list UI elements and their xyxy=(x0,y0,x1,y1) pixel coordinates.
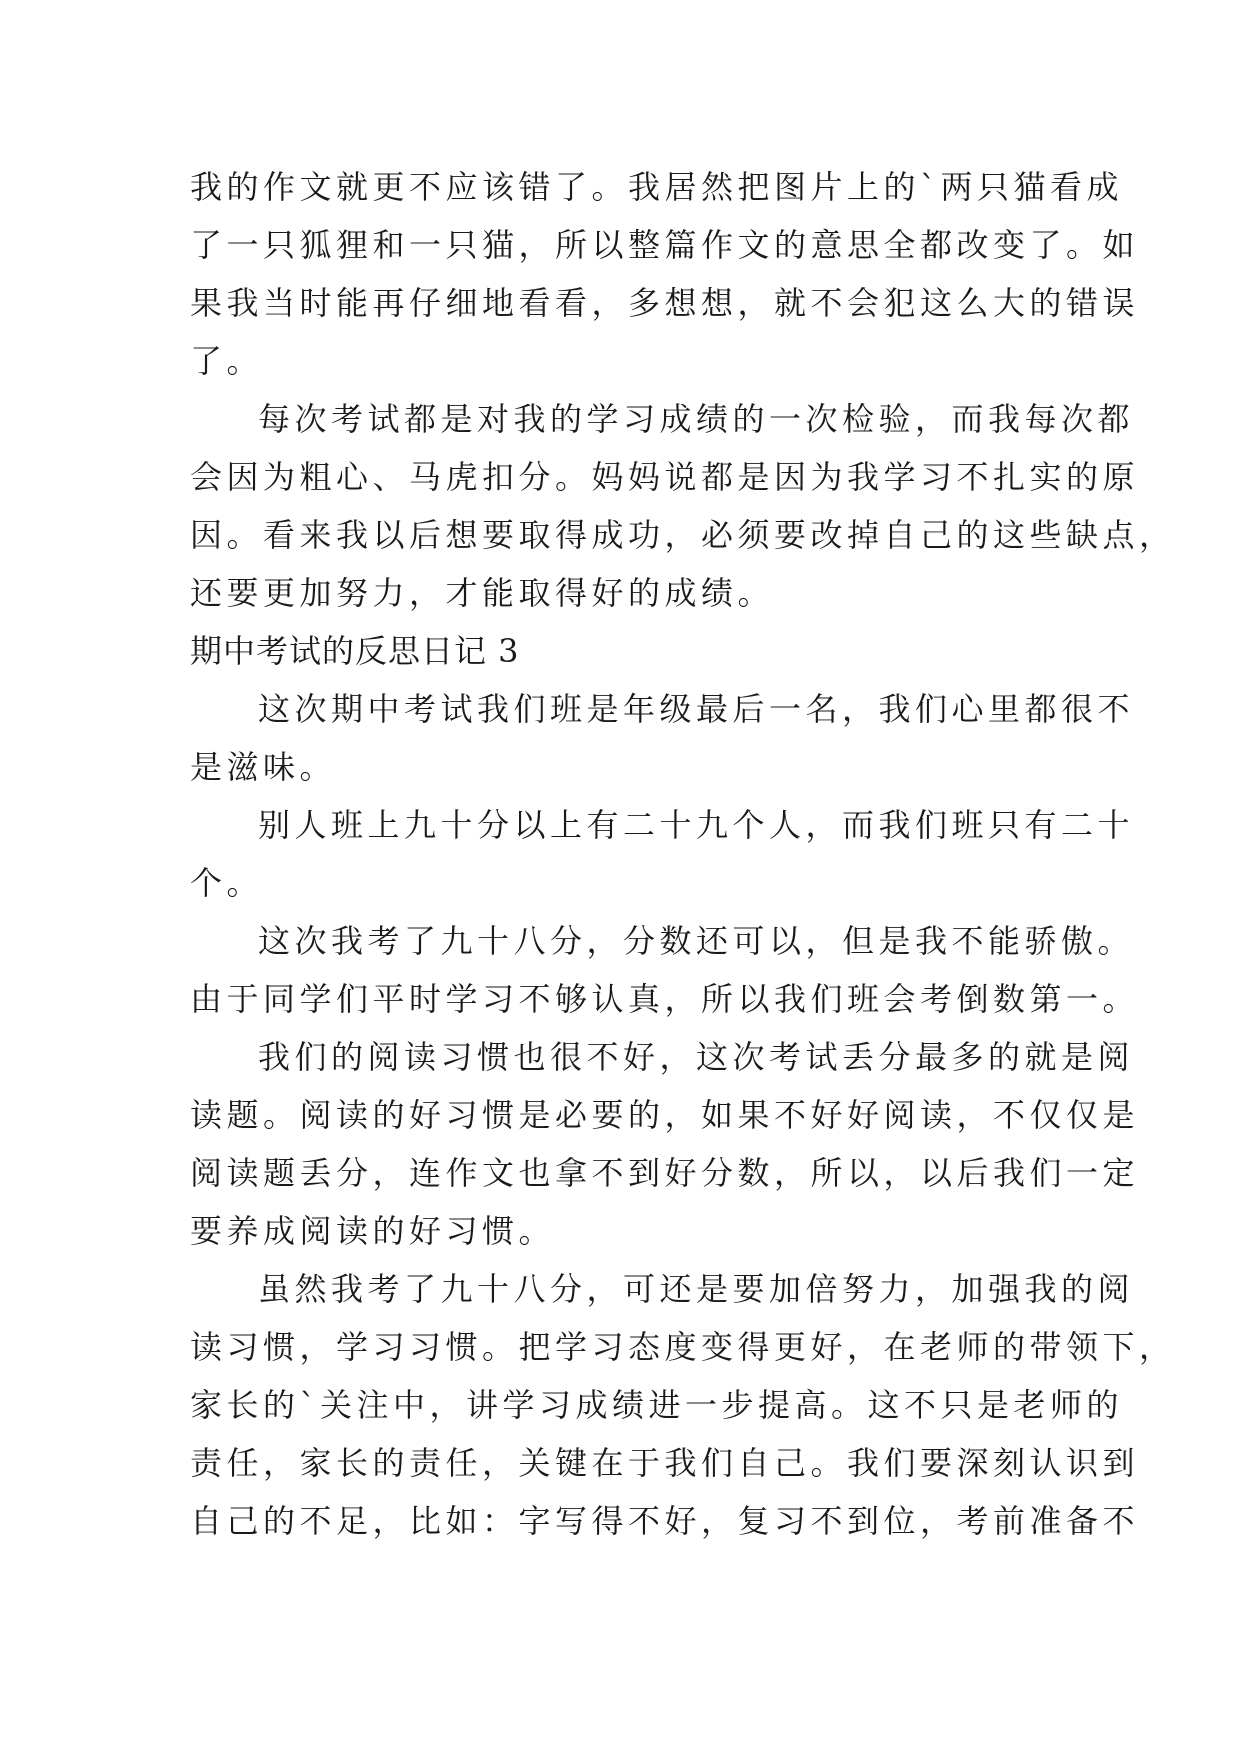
text-line: 读题。阅读的好习惯是必要的，如果不好好阅读，不仅仅是 xyxy=(190,1096,1140,1134)
text-line: 这次期中考试我们班是年级最后一名，我们心里都很不 xyxy=(258,690,1135,728)
text-line: 果我当时能再仔细地看看，多想想，就不会犯这么大的错误 xyxy=(190,284,1140,322)
text-line: 每次考试都是对我的学习成绩的一次检验，而我每次都 xyxy=(258,400,1135,438)
text-line: 自己的不足，比如：字写得不好，复习不到位，考前准备不 xyxy=(190,1502,1140,1540)
text-line: 家长的`关注中，讲学习成绩进一步提高。这不只是老师的 xyxy=(190,1386,1124,1424)
text-line: 阅读题丢分，连作文也拿不到好分数，所以，以后我们一定 xyxy=(190,1154,1140,1192)
paragraph-last-place xyxy=(190,680,1135,796)
paragraph-score-comparison xyxy=(190,796,1135,912)
paragraph-exam-reflection xyxy=(190,390,1176,622)
text-line: 了。 xyxy=(190,342,264,380)
paragraph-cat-essay xyxy=(190,158,1140,390)
text-line: 责任，家长的责任，关键在于我们自己。我们要深刻认识到 xyxy=(190,1444,1140,1482)
text-line: 还要更加努力，才能取得好的成绩。 xyxy=(190,574,775,612)
text-line: 我的作文就更不应该错了。我居然把图片上的`两只猫看成 xyxy=(190,168,1124,206)
text-line: 读习惯，学习习惯。把学习态度变得更好，在老师的带领下， xyxy=(190,1328,1176,1366)
heading-text: 期中考试的反思日记 3 xyxy=(190,632,520,670)
text-line: 个。 xyxy=(190,864,264,902)
document-page xyxy=(190,158,1176,1550)
text-line: 要养成阅读的好习惯。 xyxy=(190,1212,556,1250)
paragraph-my-score xyxy=(190,912,1140,1028)
section-heading xyxy=(190,622,1054,680)
text-line: 别人班上九十分以上有二十九个人，而我们班只有二十 xyxy=(258,806,1135,844)
paragraph-effort xyxy=(190,1260,1176,1550)
text-line: 这次我考了九十八分，分数还可以，但是我不能骄傲。 xyxy=(258,922,1135,960)
text-line: 了一只狐狸和一只猫，所以整篇作文的意思全都改变了。如 xyxy=(190,226,1140,264)
text-line: 我们的阅读习惯也很不好，这次考试丢分最多的就是阅 xyxy=(258,1038,1135,1076)
text-line: 虽然我考了九十八分，可还是要加倍努力，加强我的阅 xyxy=(258,1270,1135,1308)
paragraph-reading-habits xyxy=(190,1028,1140,1260)
text-line: 因。看来我以后想要取得成功，必须要改掉自己的这些缺点， xyxy=(190,516,1176,554)
text-line: 会因为粗心、马虎扣分。妈妈说都是因为我学习不扎实的原 xyxy=(190,458,1140,496)
text-line: 是滋味。 xyxy=(190,748,337,786)
text-line: 由于同学们平时学习不够认真，所以我们班会考倒数第一。 xyxy=(190,980,1140,1018)
